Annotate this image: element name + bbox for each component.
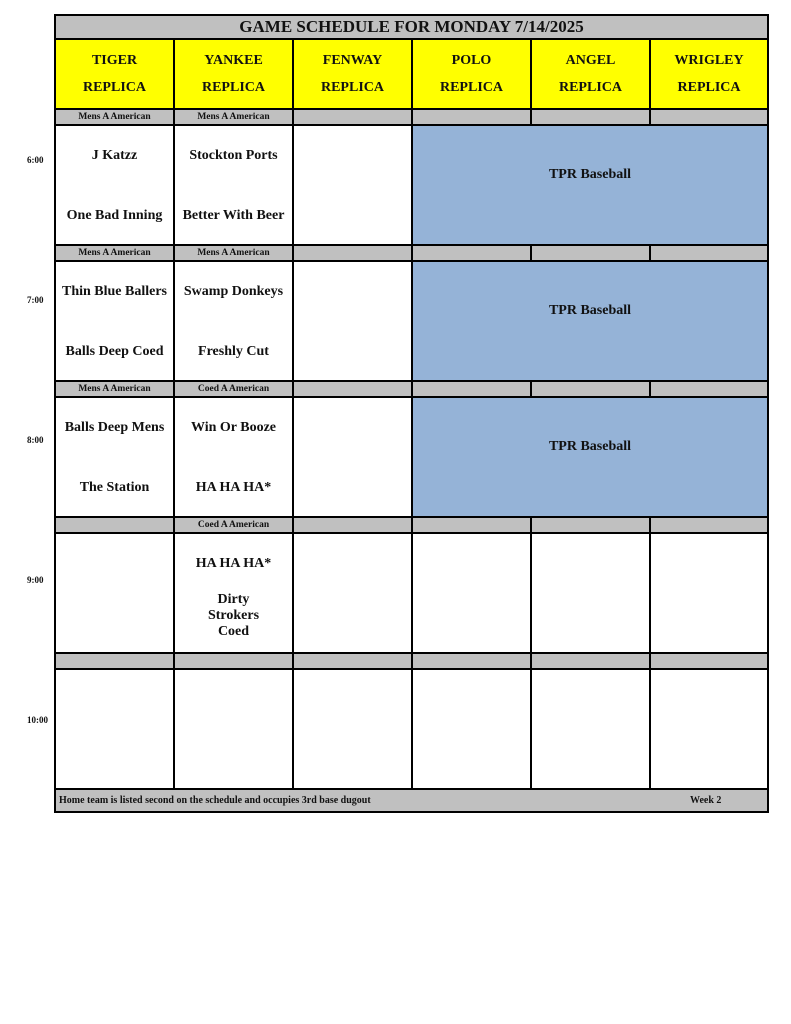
division-label-empty bbox=[531, 653, 650, 669]
division-label: Mens A American bbox=[55, 381, 174, 397]
empty-game-cell bbox=[174, 669, 293, 789]
division-label: Mens A American bbox=[174, 109, 293, 125]
division-label-empty bbox=[293, 653, 412, 669]
division-label-empty bbox=[412, 653, 531, 669]
time-label: 10:00 bbox=[27, 715, 48, 725]
away-team: J Katzz bbox=[91, 148, 138, 163]
empty-game-cell bbox=[412, 533, 531, 653]
field-name: WRIGLEY bbox=[674, 53, 744, 68]
field-header-fenway bbox=[293, 39, 412, 109]
division-label-empty bbox=[174, 653, 293, 669]
empty-game-cell bbox=[412, 669, 531, 789]
page-title: GAME SCHEDULE FOR MONDAY 7/14/2025 bbox=[55, 15, 768, 39]
reserved-block bbox=[412, 397, 768, 517]
division-label: Mens A American bbox=[55, 109, 174, 125]
field-sub: REPLICA bbox=[677, 80, 741, 95]
away-team: Thin Blue Ballers bbox=[61, 284, 168, 299]
footer-note: Home team is listed second on the schedule and occupies 3rd base dugout bbox=[59, 795, 371, 806]
division-label-empty bbox=[412, 517, 531, 533]
empty-game-cell bbox=[293, 533, 412, 653]
field-name: TIGER bbox=[91, 53, 138, 68]
schedule-table bbox=[54, 14, 769, 813]
field-name: POLO bbox=[451, 53, 492, 68]
division-label: Coed A American bbox=[174, 381, 293, 397]
game-cell bbox=[174, 533, 293, 653]
field-header-yankee bbox=[174, 39, 293, 109]
away-team: Swamp Donkeys bbox=[183, 284, 284, 299]
week-label: Week 2 bbox=[690, 795, 722, 806]
home-team: One Bad Inning bbox=[66, 208, 163, 223]
division-label-empty bbox=[412, 245, 531, 261]
home-team: Better With Beer bbox=[182, 208, 285, 223]
empty-game-cell bbox=[55, 669, 174, 789]
empty-game-cell bbox=[55, 533, 174, 653]
time-label: 6:00 bbox=[27, 155, 44, 165]
time-label: 9:00 bbox=[27, 575, 44, 585]
home-team: Balls Deep Coed bbox=[65, 344, 164, 359]
division-label-empty bbox=[650, 245, 768, 261]
away-team: HA HA HA* bbox=[195, 556, 272, 571]
division-label-empty bbox=[531, 381, 650, 397]
reserved-label: TPR Baseball bbox=[548, 167, 632, 182]
away-team: Stockton Ports bbox=[189, 148, 278, 163]
division-label-empty bbox=[531, 109, 650, 125]
division-label-empty bbox=[293, 109, 412, 125]
game-cell bbox=[174, 397, 293, 517]
empty-game-cell bbox=[531, 669, 650, 789]
empty-game-cell bbox=[650, 533, 768, 653]
away-team: Win Or Booze bbox=[190, 420, 277, 435]
field-header-wrigley bbox=[650, 39, 768, 109]
game-cell bbox=[55, 397, 174, 517]
empty-game-cell bbox=[531, 533, 650, 653]
empty-game-cell bbox=[293, 125, 412, 245]
time-label: 8:00 bbox=[27, 435, 44, 445]
field-header-polo bbox=[412, 39, 531, 109]
reserved-label: TPR Baseball bbox=[548, 303, 632, 318]
field-sub: REPLICA bbox=[439, 80, 503, 95]
division-label-empty bbox=[293, 517, 412, 533]
division-label-empty bbox=[531, 517, 650, 533]
game-cell bbox=[55, 261, 174, 381]
field-sub: REPLICA bbox=[558, 80, 622, 95]
division-label-empty bbox=[55, 517, 174, 533]
division-label-empty bbox=[650, 653, 768, 669]
division-label-empty bbox=[55, 653, 174, 669]
division-label-empty bbox=[650, 109, 768, 125]
empty-game-cell bbox=[293, 397, 412, 517]
home-team: The Station bbox=[79, 480, 150, 495]
time-label: 7:00 bbox=[27, 295, 44, 305]
reserved-label: TPR Baseball bbox=[548, 439, 632, 454]
division-label-empty bbox=[531, 245, 650, 261]
empty-game-cell bbox=[293, 669, 412, 789]
field-sub: REPLICA bbox=[201, 80, 265, 95]
field-name: ANGEL bbox=[565, 53, 616, 68]
away-team: Balls Deep Mens bbox=[64, 420, 165, 435]
empty-game-cell bbox=[650, 669, 768, 789]
division-label-empty bbox=[293, 381, 412, 397]
game-cell bbox=[174, 261, 293, 381]
game-cell bbox=[55, 125, 174, 245]
field-sub: REPLICA bbox=[320, 80, 384, 95]
field-sub: REPLICA bbox=[82, 80, 146, 95]
field-name: FENWAY bbox=[322, 53, 383, 68]
division-label-empty bbox=[650, 381, 768, 397]
field-header-tiger bbox=[55, 39, 174, 109]
division-label-empty bbox=[412, 109, 531, 125]
division-label: Mens A American bbox=[174, 245, 293, 261]
division-label-empty bbox=[412, 381, 531, 397]
time-column bbox=[0, 0, 54, 1024]
field-header-angel bbox=[531, 39, 650, 109]
division-label-empty bbox=[650, 517, 768, 533]
division-label: Mens A American bbox=[55, 245, 174, 261]
field-name: YANKEE bbox=[204, 53, 263, 68]
home-team: HA HA HA* bbox=[195, 480, 272, 495]
reserved-block bbox=[412, 261, 768, 381]
division-label: Coed A American bbox=[174, 517, 293, 533]
home-team: Freshly Cut bbox=[198, 344, 269, 359]
reserved-block bbox=[412, 125, 768, 245]
home-team: Dirty Strokers Coed bbox=[207, 592, 260, 639]
division-label-empty bbox=[293, 245, 412, 261]
footer-bar bbox=[55, 789, 768, 812]
empty-game-cell bbox=[293, 261, 412, 381]
game-cell bbox=[174, 125, 293, 245]
